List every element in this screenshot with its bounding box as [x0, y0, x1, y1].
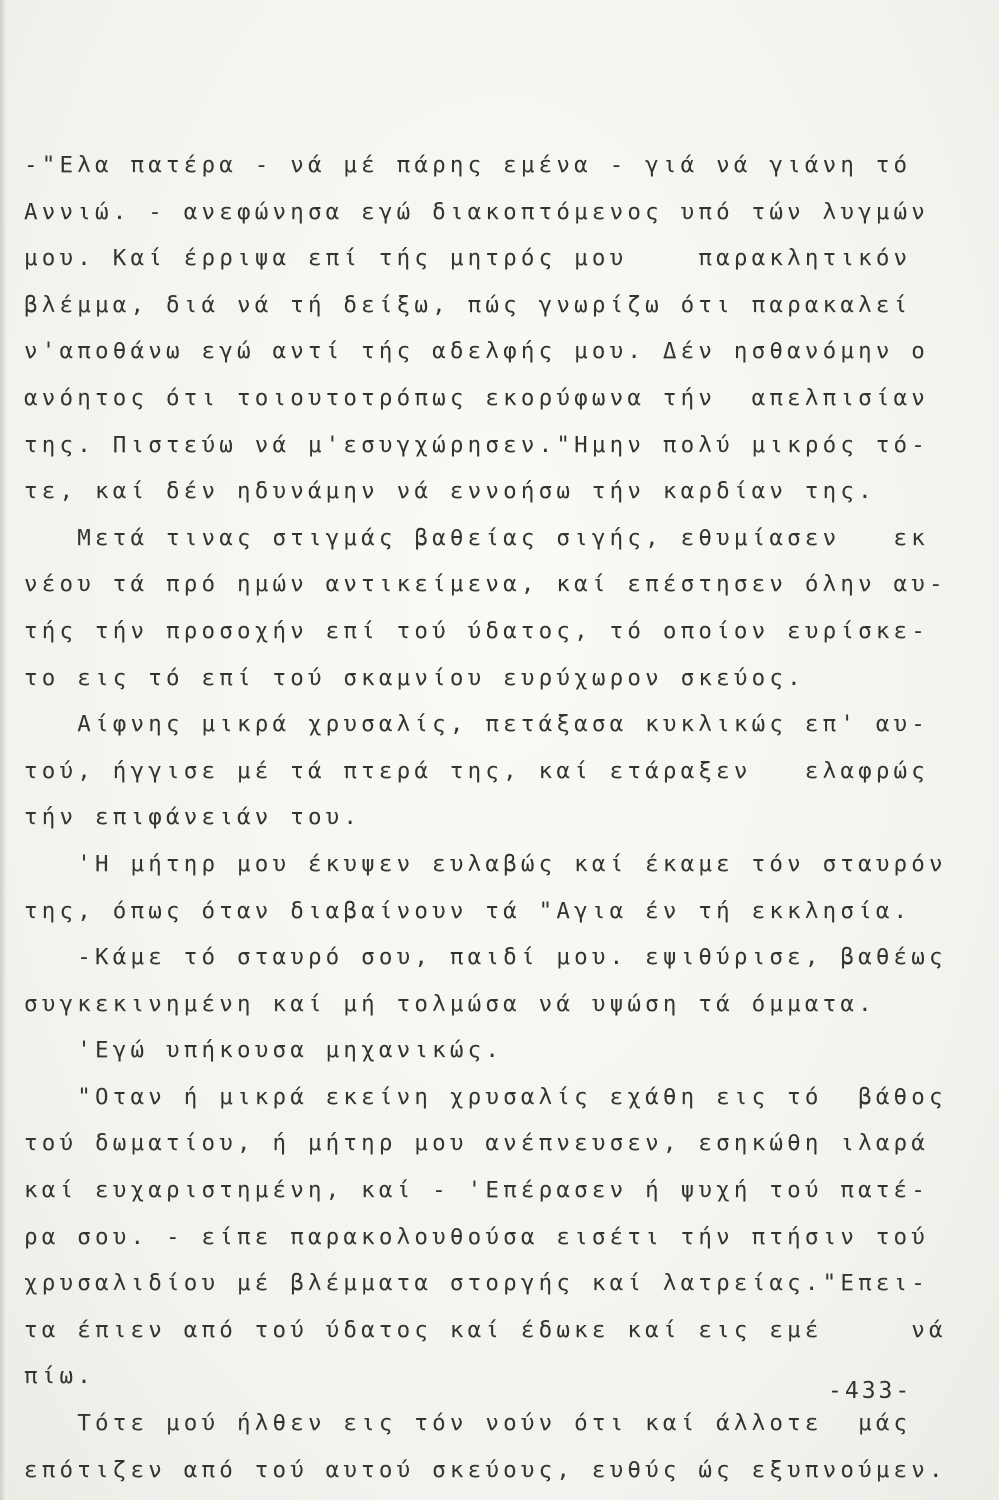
body-text — [24, 142, 984, 1493]
text-line: ρα σου. - είπε παρακολουθούσα εισέτι τήν πτήσιν τού — [24, 1223, 930, 1250]
text-line: συγκεκινημένη καί μή τολμώσα νά υψώση τά όμματα. — [24, 990, 876, 1017]
text-line: τε, καί δέν ηδυνάμην νά εννοήσω τήν καρδίαν της. — [24, 478, 876, 505]
text-line: 'Εγώ υπήκουσα μηχανικώς. — [24, 1037, 504, 1064]
text-line: τού, ήγγισε μέ τά πτερά της, καί ετάραξεν ελαφρώς — [24, 757, 930, 784]
text-line: Αννιώ. - ανεφώνησα εγώ διακοπτόμενος υπό τών λυγμών — [24, 198, 930, 225]
page-edge-shadow — [0, 0, 7, 1500]
text-line: τα έπιεν από τού ύδατος καί έδωκε καί εις εμέ νά — [24, 1316, 947, 1343]
text-line: "Οταν ή μικρά εκείνη χρυσαλίς εχάθη εις τό βάθος — [24, 1083, 947, 1110]
text-line: νέου τά πρό ημών αντικείμενα, καί επέστησεν όλην αυ- — [24, 571, 947, 598]
text-line: τής τήν προσοχήν επί τού ύδατος, τό οποίον ευρίσκε- — [24, 617, 930, 644]
text-line: της. Πιστεύω νά μ'εσυγχώρησεν."Ημην πολύ μικρός τό- — [24, 431, 930, 458]
text-line: καί ευχαριστημένη, καί - 'Επέρασεν ή ψυχή τού πατέ- — [24, 1177, 930, 1204]
text-line: Τότε μού ήλθεν εις τόν νούν ότι καί άλλοτε μάς — [24, 1410, 912, 1437]
text-line: πίω. — [24, 1363, 95, 1390]
text-line: -"Ελα πατέρα - νά μέ πάρης εμένα - γιά νά γιάνη τό — [24, 152, 912, 178]
text-line: μου. Καί έρριψα επί τής μητρός μου παρακλητικόν — [24, 245, 912, 272]
text-line: τού δωματίου, ή μήτηρ μου ανέπνευσεν, εσηκώθη ιλαρά — [24, 1130, 930, 1157]
text-line: -Κάμε τό σταυρό σου, παιδί μου. εψιθύρισε, βαθέως — [24, 944, 947, 971]
text-line: ν'αποθάνω εγώ αντί τής αδελφής μου. Δέν ησθανόμην ο — [24, 338, 930, 365]
text-line: της, όπως όταν διαβαίνουν τά "Αγια έν τή εκκλησία. — [24, 897, 912, 924]
text-line: 'Η μήτηρ μου έκυψεν ευλαβώς καί έκαμε τόν σταυρόν — [24, 850, 947, 877]
page-number: -433- — [828, 1378, 913, 1404]
text-line: Μετά τινας στιγμάς βαθείας σιγής, εθυμίασεν εκ — [24, 524, 930, 551]
text-line: βλέμμα, διά νά τή δείξω, πώς γνωρίζω ότι παρακαλεί — [24, 291, 912, 318]
text-line: επότιζεν από τού αυτού σκεύους, ευθύς ώς εξυπνούμεν. — [24, 1456, 947, 1483]
text-line: το εις τό επί τού σκαμνίου ευρύχωρον σκεύος. — [24, 664, 805, 691]
text-line: Αίφνης μικρά χρυσαλίς, πετάξασα κυκλικώς επ' αυ- — [24, 711, 930, 738]
text-line: ανόητος ότι τοιουτοτρόπως εκορύφωνα τήν απελπισίαν — [24, 384, 930, 411]
text-line: τήν επιφάνειάν του. — [24, 804, 362, 831]
text-line: χρυσαλιδίου μέ βλέμματα στοργής καί λατρείας."Επει- — [24, 1270, 930, 1297]
